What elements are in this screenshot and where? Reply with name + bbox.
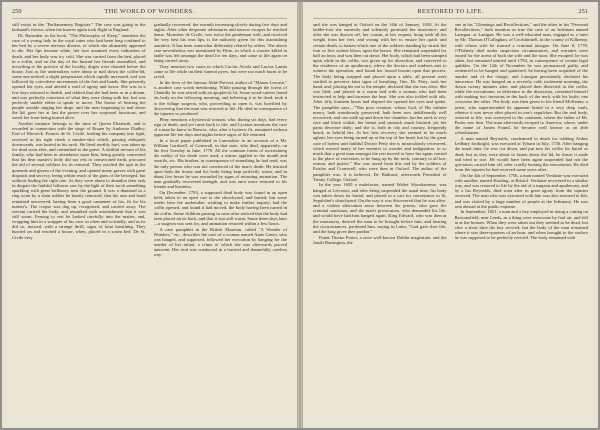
right-page-number: 251 <box>578 8 588 15</box>
paragraph: In the lives of the famous Abbé Prevost, author of "Manon Lescaut," is another case worth mentioning. While passing through the forest of Chantilly he was seized with an apoplectic fit. Some wood-cutters found his body on the following morning, and believing it to be dead, took it to the village surgeon, who, proceeding to open it, was horrified by discovering that the man was restored to life. He died in consequence of the injuries so produced. <box>153 79 287 116</box>
left-running-head: THE WORLD OF WONDERS. <box>104 8 195 15</box>
paragraph: gradually recovered, the warmth increasing slowly during five days and nights. After other desperate adventures and narrow escapes he reached home. Monsieur de Civile, was twice the gentleman well, and received the very best his own lips, is the authority given for this astonishing narrative. It has been somewhat differently related by others. The above case nevertheless was mentioned by Dirm, in which a warrior killed in battle was left amongst the dead for ten days, and came to life again on being carried away. <box>153 22 287 64</box>
paragraph: Dr. Ramsden, in his book, "The Philosophy of Sleep," mentions the case of a young lady in the royal ruins who had been long confined to her bed by a severe nervous disease, of which she ultimately appeared to die. Her lips became white, her face assumed every indication of death, and her body was icy cold. She was carried from the bed, placed in a coffin, and on the day of the funeral her friends assembled, and according to the practice of the locality, dirges were chanted before the house. Just as the undertakers were about to nail down the coffin-lid, some one noticed a slight perspiration which rapidly increased, and was followed by convulsive movements of the feet and hands. She presently opened her eyes, and uttered a wail of agony and terror. She was in a few days restored to health, and related that she had been as in a dream, and was perfectly conscious of what they were doing with her, but was perfectly unable either to speak or move. The horror of hearing the people outside singing her dirge, and the men beginning to nail down the lid, gave her at last the power over her corporeal functions, and saved her from being buried alive. <box>12 32 146 121</box>
paragraph: Another instance belongs to the time of Queen Elizabeth, and is recorded in connection with the siege of Rouen by Ambrose Dudley, Earl of Warwick. Francis de St. Civile, leading his company into fight, received in his right cheek a musket-shot which, passing obliquely downwards, was buried in his neck. He lived terribly hurt, was taken up for dead soon after, and committed to the grave. A faithful servant of his family, who had been in attendance upon him, being greatly concerned that his dear master's body did not rest in consecrated earth, procured the aid of several soldiers for its removal. They reached the spot in the quietude and gloom of the evening, and opened many graves with great dispatch and secrecy, being within reach of the guns of the besieged, but without finding the right one. As they were about to abandon their task in despair the faithful follower saw by the light of their torch something sparkling with great brilliancy near the ground. It was a diamond in a ring worn by a slain soldier he hastily removed; that the arm and hand remained uncovered, having been a good ornament of his, fit for his master's. The corpse was dug up, recognised, and carried away. The servant carried the body, and remarked with astonishment that it was still warm. Fearing to rest he looked carefully into the matter, and, wrapping him in a wrapper of his own so often and so kindly, and as he did so, noticed, with a strange thrill, signs of faint breathing. They hurried on and reached a house, when, placed in a warm bed, De St. Civile very <box>12 121 146 240</box>
paragraph: In September, 1821, a man and a boy employed in doing a cutting on Beaconsfield, near Leeds, as a thing were overcome by foul air, and fell in at the bottom. When they were taken out they seemed to be dead, but after a short time the boy revived, but the body of the man remained where it was three-quarters of an hour, and when brought to the surface he was supposed to be perfectly revived. The body remained with <box>454 209 588 241</box>
left-page-header <box>12 8 287 19</box>
left-column-2 <box>154 22 288 425</box>
left-column-1 <box>12 22 146 425</box>
paragraph: On December, 1793, a supposed dead body was found in an open field, taken to an open cart to the churchyard, and buried; but some weeks later the undertaker, wishing to make further inquiry, had the coffin opened, and found it had moved, the body having been turned in the coffin. Some children passing in soon after noticed that the body had been placed on its back, and that it was still warm. Some three days later—a surgeon was sent for, and animation restored within a few hours. <box>153 189 287 226</box>
paragraph: and she was hanged at Oxford on the 14th of January, 1650. At the ladder-foot she earnestly and solemnly protested her innocence; and after she was thrown off, her cousin, at her request, hung with all his weight from her feet, and swung with her to ensure her quick and certain death, to hasten which one of the soldiers standing by struck her four or five violent blows upon the breast. She remained suspended for half an hour, and was then cut down. Her body, which had been stamped upon while in the coffin, was given up for dissection, and conveyed to the residence of an apothecary, where the doctors and students met to witness the operation, and found her loosed bosom open that process. The body being stripped and placed upon a table, all present were startled to perceive faint signs of breathing. One, Dr. Petty, took her hand, and, placing his ear to the temple, declared that she was alive. She was bled, and placed in a warm bed with a woman who had been instructed to help and increase the heat. She was also tickled with oils. After fifty fourteen hours had elapsed she opened her eyes and spoke. The pamphlet says—"This poor creature, whom God, of His infinite mercy, hath wondrously preserved, hath been now indifferently well recovered, and can walk up and down her chamber; but her neck is very sore and black withal; her breast and stomach much bruised; yet her pains decrease daily; and she is, both in city and country, frequently heard, to behold her. At her first recovery she seemed to be much aghast, her eyes being turned up at the top of her head; but by the great care of honest and faithful Doctor Petty she is miraculously recovered, which moved many of her enemies to wonder and indignation, in so much that a great man amongst the rest moved to have her again carried to the place of execution, to be hung up by the neck, contrary to all law, reason, and justice." She was saved from this end by the soldiers of Fairfax and Cromwell, who were then in Oxford. The author of the pamphlet was, it is believed, Dr. Bathurst, afterwards President of Trinity College, Oxford. <box>313 22 447 182</box>
right-running-head: RESTORED TO LIFE. <box>417 8 484 15</box>
right-page-columns <box>313 22 588 425</box>
left-page-number: 250 <box>12 8 22 15</box>
left-page <box>2 2 298 428</box>
left-page-columns <box>12 22 287 425</box>
right-page <box>302 2 598 428</box>
paragraph: Pliny mentions a hysterical woman, who, during six days, had every sign of death, and yet came back to life; and Lycinus mentions the case of a man he knew in Brescia, who, after a hysteric fit, remained without apparent life ten days and nights before signs of life returned. <box>153 116 287 138</box>
paragraph: A man named Reynolds, condemned to death for robbing Arthur Ledbury forthright, was executed at Tyburn in July, 1736. After hanging the usual time, he was cut down, and put into his coffin for burial as dead; but as they were about to fasten down the lid, he thrust it aside and tried to rise. He would have been again suspended had not the spectators carried him off, after cruelly beating the executioner. He died from the injuries he had received some years after. <box>454 136 588 172</box>
paragraph: In the year 1650 a malefactor, named Walter Wyndiatesme, was hanged at Leicester, and after being suspended the usual time, his body was taken down for burial, and placed in a cart for conveyance to St. Sepulchre's churchyard. On the way it was discovered that he was alive, and a violent altercation arose between the priests, who gave the criminal sanctuary, and the man's prosecutors, who demanded his life, and would have had him hanged again. King Edward, who was then at the monastery, desired the man to be brought before him, and hearing the circumstances, pardoned him, saying in Latin, "God gave thee life, and the king gives thee pardon." <box>313 182 447 234</box>
paragraph: A case pamphlet in the British Museum, called "A Wonder of Wonders," etc., describes the case of a woman named Anne Green, who was hanged, and supposed, followed her execution by hanging for the murder of her infant, a crime of which she was afterwards proved innocent. Her trial was conducted in a hurried and shamefully careless way, <box>153 226 287 258</box>
paragraph: In a local paper published in Lancashire in an account of a Mr. William Cardwell, of Cornwall, in that state, who died, apparently, on the first Tuesday in June, 1778. All the common forms of ascertaining the reality of his death were used; a mirror applied to the mouth and nostrils, etc. His brother, in consequence of something he had read, was the only person who was not convinced of the man's death. He insisted upon both the house and his body being kept perfectly warm, and in about five hours he was rewarded by signs of returning animation. The man gradually recovered strength, and was once more restored to his friends and business. <box>153 137 287 190</box>
paragraph: They mention two cases in which Lucius Aviola and Lucius Lamia came to life while on their funeral pyres, but were too much burnt to be saved. <box>153 63 287 80</box>
paragraph: Frank Thorne Porter, a once well-known Dublin magistrate, and the Jonah Barrington, the <box>313 234 447 245</box>
right-column-1 <box>313 22 447 425</box>
paragraph: still exists in the "Parliamentary Register." The case was going to the husband's favour, when the knaves again took flight to England. <box>12 22 146 33</box>
right-page-header <box>313 8 588 19</box>
right-column-2 <box>455 22 589 425</box>
paragraph: one in his "Gleanings and Recollections," and the other in his "Personal Recollections," both mention as true the case of an Irishman named Lanegan, or Lanigan. He was a well-educated man, engaged as a tutor by Mr. Thomas O'Callaghan, of Coolshinnell, in the county of Kilkenny, with whose wife he formed a criminal intrigue. On June 8, 1778, O'Flaherty died under suspicious circumstances, and warrants were issued for the arrest of both the wife and the tutor. She escaped; he was taken, but remained untried until 1784, in consequence of certain legal quibbles. On the 12th of November he was pronounced guilty, and sentenced to be hanged and quartered; he having been acquitted of the murder and of the charge, and Lanegan persistently declared his innocence. He was hanged on a severely cold, inclement morning, the drawn twenty minutes after, and placed then dissected in the coffin, while the executioner, in deference to the dissection, contented himself with making two incisions in the back of the neck with his knife, one crosswise the other. The body was then given to his friend McKenna, a priest, who superintended its apparent burial in a very deep vault, whence it was never after placed in one's sepulchre. But the real body, restored to life, was conveyed to the continent, where the father of Mr. Porter saw him. The man afterwards escaped to America, where, under the name of James Found, he became well known as an able schoolmaster. <box>454 22 588 136</box>
paragraph: On the 4th of September, 1756, a man named Verdaine was executed with another, named Harding, at Bristol. Verdaine recovered in a similar way, and was restored to life by the aid of a surgeon and apothecary, and by a his Reynolds, died soon after in great agony from the injuries received. The man who was executed with him was also restored to life, and was visited by a large number of people at the Infirmary. He was sent abroad at the public expense. <box>454 172 588 209</box>
